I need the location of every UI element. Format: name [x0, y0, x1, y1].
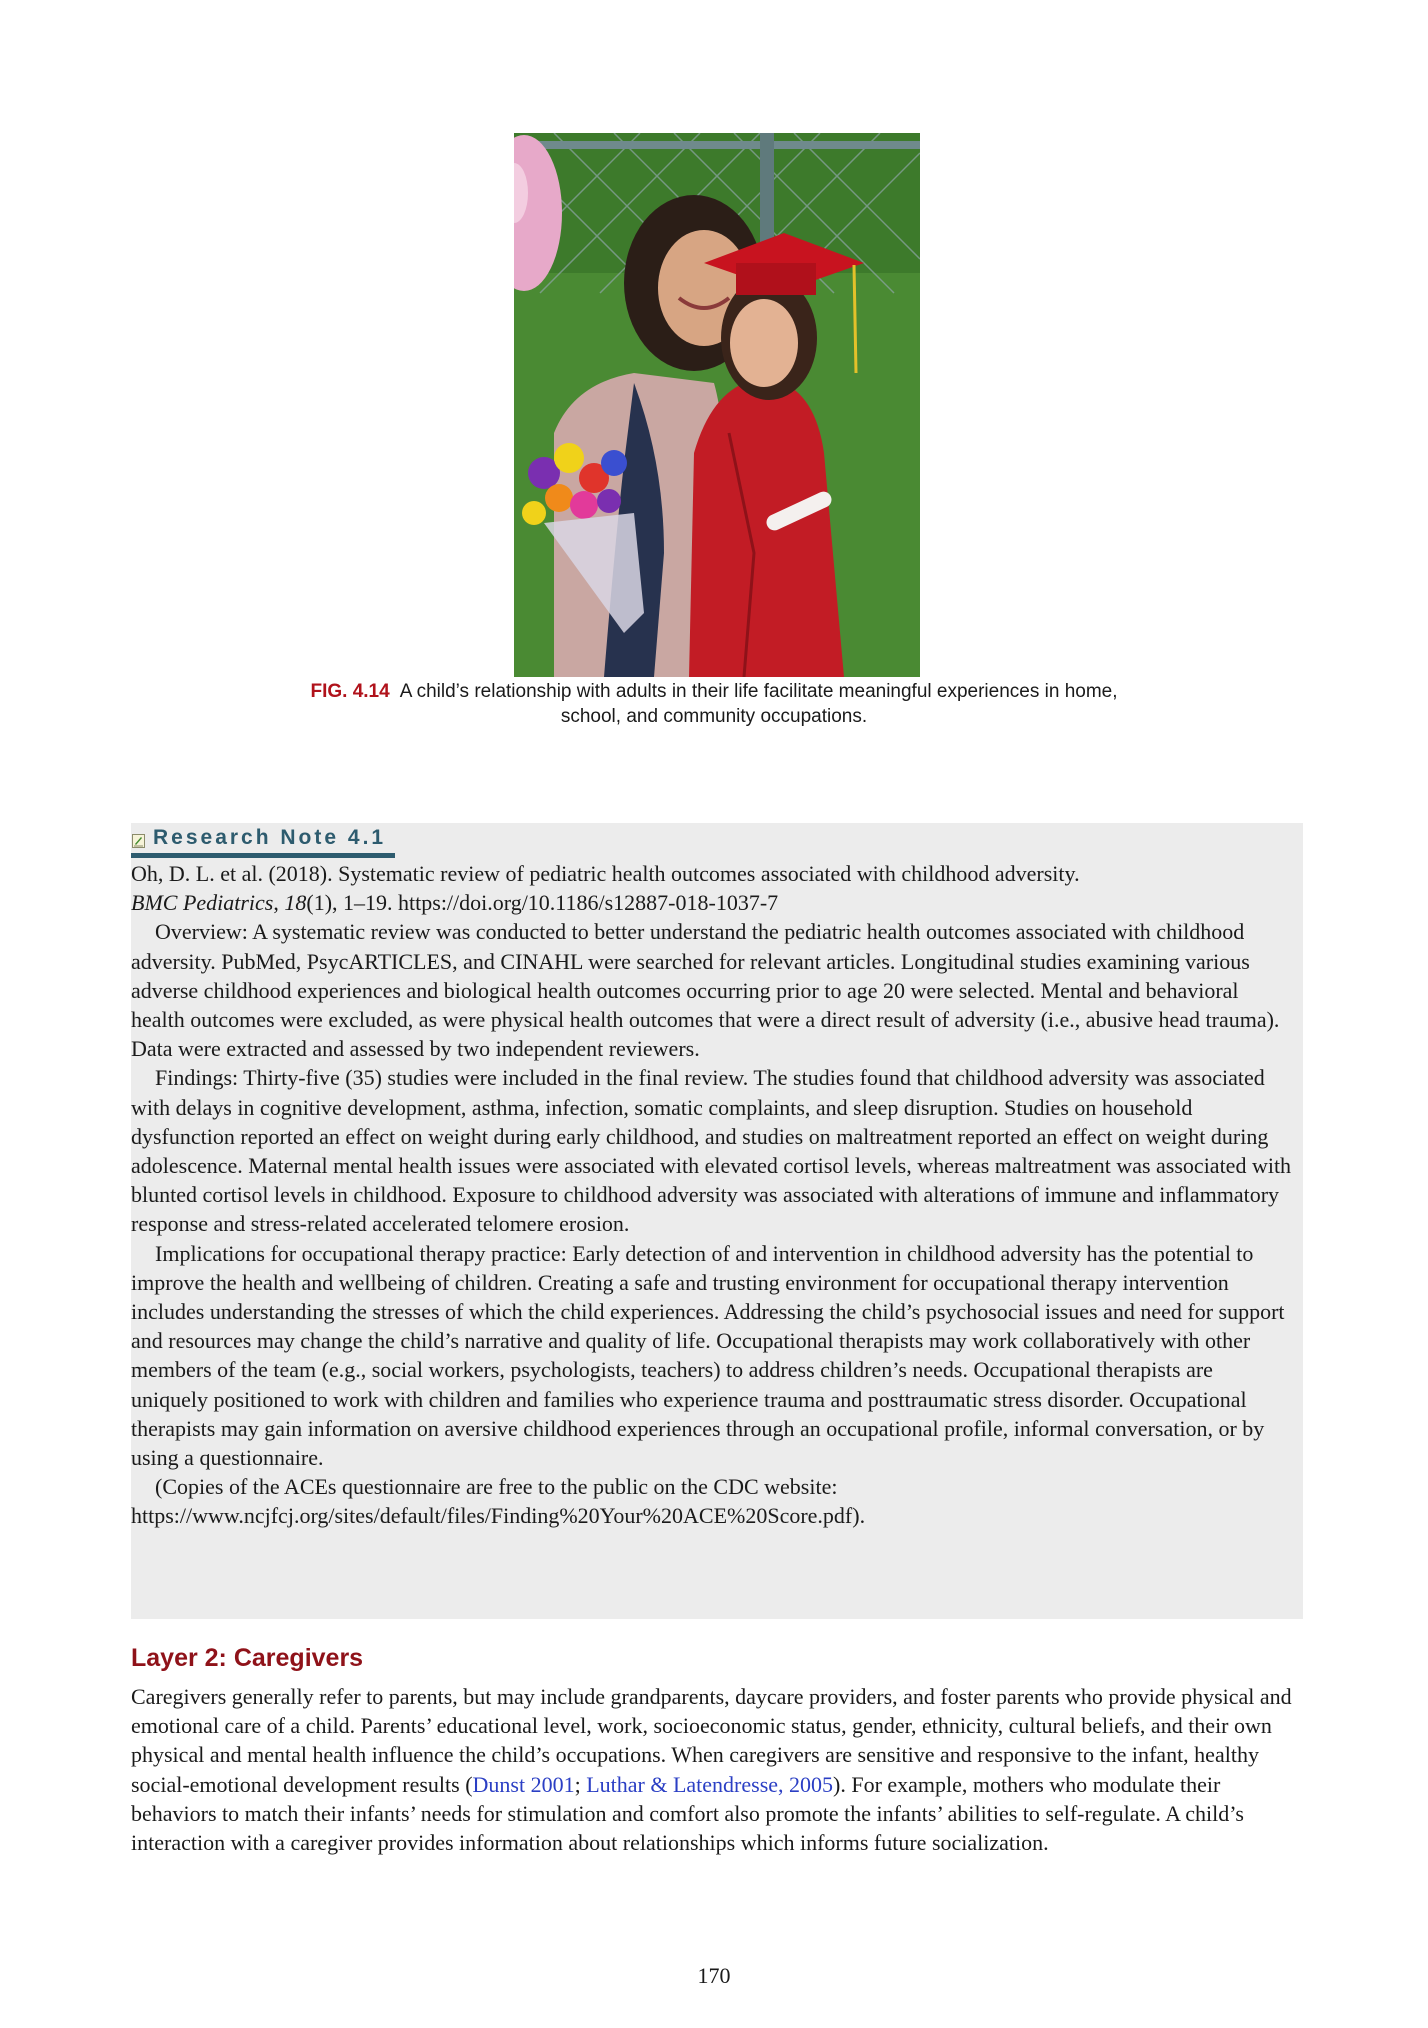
section-text-after-refs: ). For example, mothers who modulate their behaviors to match their infants’ needs for stimulation and comfort also promote the infants’ abilities to self-regulate. A child’s interaction with a caregiver provides information about relationships which informs future socialization.: [131, 1771, 1244, 1856]
research-note-box: [131, 823, 1303, 1619]
page-number: 170: [697, 1963, 731, 1988]
citation-volume: 18: [284, 890, 307, 916]
figure-caption-text-1: A child’s relationship with adults in their life facilitate meaningful experiences in home,: [399, 681, 1118, 702]
copies-line-2: https://www.ncjfcj.org/sites/default/files/Finding%20Your%20ACE%20Score.pdf).: [131, 1503, 866, 1529]
reference-separator: ;: [574, 1771, 587, 1797]
copies-line-1: (Copies of the ACEs questionnaire are free to the public on the CDC website:: [155, 1474, 838, 1500]
figure-caption-line-1: [230, 679, 1198, 704]
note-copies: [131, 1472, 1293, 1530]
citation-line-1: Oh, D. L. et al. (2018). Systematic review of pediatric health outcomes associated with childhood adversity.: [131, 861, 1080, 886]
research-note-underline: [131, 853, 395, 858]
section-body: [131, 1682, 1303, 1857]
reference-link-dunst[interactable]: Dunst 2001: [472, 1771, 575, 1797]
figure-photo: [514, 133, 920, 677]
section-heading: Layer 2: Caregivers: [131, 1644, 364, 1672]
note-findings: Findings: Thirty-five (35) studies were included in the final review. The studies found that childhood adversity was associated with delays in cognitive development, asthma, infection, somatic complaints, and sleep disruption. Studies on household dysfunction reported an effect on weight during early childhood, and studies on maltreatment reported an effect on weight during adolescence. Maternal mental health issues were associated with elevated cortisol levels, whereas maltreatment was associated with blunted cortisol levels in childhood. Exposure to childhood adversity was associated with alterations of immune and inflammatory response and stress-related accelerated telomere erosion.: [131, 1065, 1292, 1237]
figure-caption-line-2: school, and community occupations.: [560, 706, 868, 727]
note-overview: Overview: A systematic review was conducted to better understand the pediatric health outcomes associated with childhood adversity. PubMed, PsycARTICLES, and CINAHL were searched for relevant articles. Longitudinal studies examining various adverse childhood experiences and biological health outcomes occurring prior to age 20 were selected. Mental and behavioral health outcomes were excluded, as were physical health outcomes that were a direct result of adversity (i.e., abusive head trauma). Data were extracted and assessed by two independent reviewers.: [131, 919, 1280, 1062]
note-icon: [132, 834, 145, 848]
research-note-title: Research Note 4.1: [153, 826, 387, 849]
note-citation: Oh, D. L. et al. (2018). Systematic review of pediatric health outcomes associated with childhood adversity. BMC Pediatrics, 18(1), 1–19. https://doi.org/10.1186/s12887-018-1037-7: [131, 861, 1080, 916]
citation-rest: (1), 1–19. https://doi.org/10.1186/s12887-018-1037-7: [306, 890, 779, 916]
figure-caption: [230, 679, 1198, 729]
reference-link-luthar[interactable]: Luthar & Latendresse, 2005: [586, 1771, 834, 1797]
section-text-before-refs: Caregivers generally refer to parents, but may include grandparents, daycare providers, and foster parents who provide physical and emotional care of a child. Parents’ educational level, work, socioeconomic status, gender, ethnicity, cultural beliefs, and their own physical and mental health influence the child’s occupations. When caregivers are sensitive and responsive to the infant, healthy social-emotional development results (: [131, 1684, 1292, 1797]
section-paragraph: [131, 1682, 1303, 1857]
research-note-body: [131, 859, 1293, 1531]
figure-label: FIG. 4.14: [310, 681, 390, 702]
citation-journal: BMC Pediatrics: [131, 890, 274, 916]
research-note-header: [131, 823, 1293, 859]
note-implications: Implications for occupational therapy practice: Early detection of and intervention in childhood adversity has the potential to improve the health and wellbeing of children. Creating a safe and trusting environment for occupational therapy intervention includes understanding the stresses of which the child experiences. Addressing the child’s psychosocial issues and need for support and resources may change the child’s narrative and quality of life. Occupational therapists may work collaboratively with other members of the team (e.g., social workers, psychologists, teachers) to address children’s needs. Occupational therapists are uniquely positioned to work with children and families who experience trauma and posttraumatic stress disorder. Occupational therapists may gain information on aversive childhood experiences through an occupational profile, informal conversation, or by using a questionnaire.: [131, 1240, 1285, 1471]
